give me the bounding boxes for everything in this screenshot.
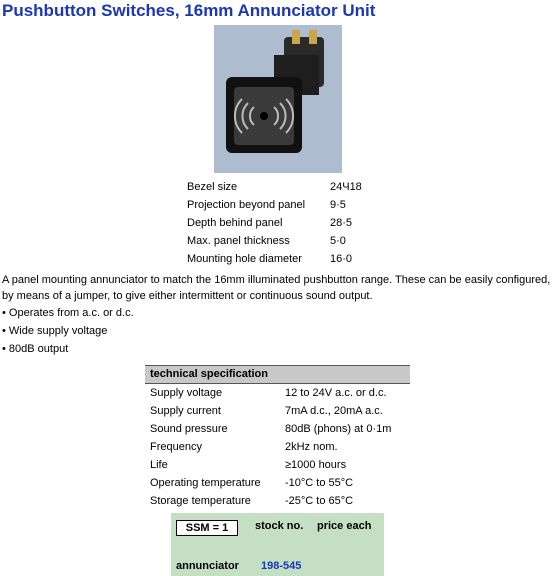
dimension-label: Depth behind panel — [187, 217, 283, 229]
feature-text: 80dB output — [8, 343, 69, 355]
feature-text: Wide supply voltage — [8, 325, 108, 337]
order-item-name: annunciator — [176, 560, 239, 572]
annunciator-image — [214, 25, 342, 173]
order-box — [171, 513, 384, 576]
spec-row — [145, 456, 410, 474]
feature-item: • Wide supply voltage — [2, 325, 108, 337]
product-description: A panel mounting annunciator to match the 16mm illuminated pushbutton range. These can be easily configured, by means of a jumper, to give either intermittent or continuous sound output. — [2, 274, 551, 302]
spec-value: 80dB (phons) at 0·1m — [285, 423, 392, 435]
dimension-row — [187, 180, 407, 198]
spec-table — [145, 365, 410, 510]
product-photo — [214, 25, 342, 173]
dimension-label: Bezel size — [187, 181, 238, 193]
spec-value: 12 to 24V a.c. or d.c. — [285, 387, 387, 399]
spec-label: Life — [150, 459, 168, 471]
stock-column-header: stock no. — [255, 520, 304, 532]
dimension-row — [187, 234, 407, 252]
page-title: Pushbutton Switches, 16mm Annunciator Unit — [2, 1, 376, 20]
spec-value: -10°C to 55°C — [285, 477, 354, 489]
spec-value: ≥1000 hours — [285, 459, 347, 471]
spec-value: 7mA d.c., 20mA a.c. — [285, 405, 383, 417]
ssm-badge: SSM = 1 — [176, 520, 238, 536]
spec-label: Storage temperature — [150, 495, 251, 507]
spec-row — [145, 438, 410, 456]
dimension-row — [187, 252, 407, 270]
dimension-value: 5·0 — [330, 235, 346, 247]
feature-text: Operates from a.c. or d.c. — [8, 307, 134, 319]
stock-number-link[interactable]: 198-545 — [261, 560, 302, 572]
spec-label: Sound pressure — [150, 423, 228, 435]
feature-item: • Operates from a.c. or d.c. — [2, 307, 134, 319]
spec-value: -25°C to 65°C — [285, 495, 354, 507]
dimension-value: 16·0 — [330, 253, 353, 265]
dimension-label: Max. panel thickness — [187, 235, 290, 247]
dimension-label: Projection beyond panel — [187, 199, 306, 211]
dimension-row — [187, 216, 407, 234]
spec-label: Supply current — [150, 405, 221, 417]
spec-heading: technical specification — [145, 365, 410, 384]
spec-row — [145, 474, 410, 492]
spec-row — [145, 384, 410, 402]
spec-value: 2kHz nom. — [285, 441, 338, 453]
dimension-row — [187, 198, 407, 216]
spec-label: Supply voltage — [150, 387, 223, 399]
dimension-label: Mounting hole diameter — [187, 253, 302, 265]
price-column-header: price each — [317, 520, 372, 532]
feature-list — [2, 306, 134, 360]
feature-item: • 80dB output — [2, 343, 69, 355]
dimension-value: 28·5 — [330, 217, 353, 229]
dimensions-list — [187, 180, 407, 270]
spec-row — [145, 492, 410, 510]
dimension-value: 24Ч18 — [330, 181, 362, 193]
spec-label: Frequency — [150, 441, 202, 453]
spec-label: Operating temperature — [150, 477, 261, 489]
spec-row — [145, 420, 410, 438]
spec-row — [145, 402, 410, 420]
dimension-value: 9·5 — [330, 199, 346, 211]
